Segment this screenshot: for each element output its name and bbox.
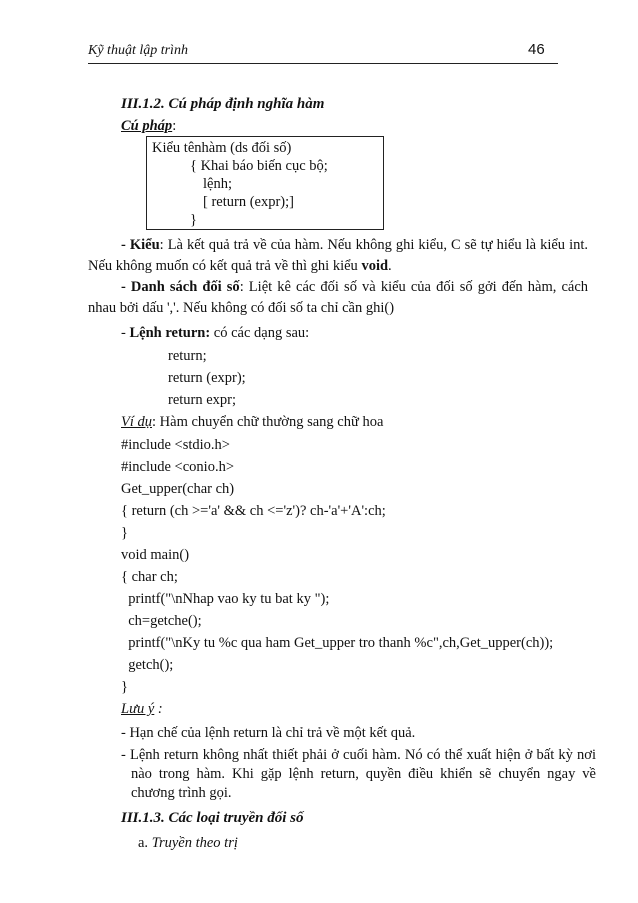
return-form-2: return (expr); — [168, 370, 246, 386]
syntax-line-5: } — [190, 212, 197, 228]
note-colon: : — [154, 701, 163, 717]
ds-paragraph — [88, 277, 588, 319]
subsection-prefix: a. — [138, 835, 152, 851]
syntax-line-2: { Khai báo biến cục bộ; — [190, 158, 328, 174]
running-header: Kỹ thuật lập trình — [88, 43, 188, 58]
code-line: Get_upper(char ch) — [121, 481, 235, 497]
note-label-line — [121, 700, 163, 718]
return-form-1: return; — [168, 348, 207, 364]
return-form-3: return expr; — [168, 392, 237, 408]
code-line: printf("\nKy tu %c qua ham Get_upper tro thanh %c",ch,Get_upper(ch)); — [121, 635, 554, 651]
section-heading-2: III.1.3. Các loại truyền đối số — [121, 810, 304, 826]
code-line: void main() — [121, 547, 190, 563]
section-heading: III.1.2. Cú pháp định nghĩa hàm — [121, 96, 325, 112]
page-number: 46 — [528, 41, 545, 58]
code-line: { char ch; — [121, 569, 178, 585]
code-line: printf("\nNhap vao ky tu bat ky "); — [121, 591, 330, 607]
code-line: #include <conio.h> — [121, 459, 234, 475]
return-dash: - — [121, 325, 130, 341]
code-line: getch(); — [121, 657, 174, 673]
syntax-label: Cú pháp — [121, 118, 173, 134]
example-text: : Hàm chuyển chữ thường sang chữ hoa — [152, 414, 384, 430]
syntax-line-4: [ return (expr);] — [203, 194, 294, 210]
return-lead: Lệnh return: — [129, 325, 211, 341]
code-line: } — [121, 525, 128, 541]
note-item-2: - Lệnh return không nhất thiết phải ở cuối hàm. Nó có thể xuất hiện ở bất kỳ nơi nào trong hàm. Khi gặp lệnh return, quyền điều khiển sẽ chuyển ngay về chương trình gọi. — [121, 747, 596, 801]
return-text: có các dạng sau: — [210, 325, 310, 341]
example-label: Ví dụ — [121, 414, 153, 430]
syntax-line-1: Kiểu tênhàm (ds đối số) — [152, 140, 292, 156]
syntax-label-line — [121, 117, 176, 135]
kieu-paragraph — [88, 235, 588, 277]
note-label: Lưu ý — [121, 701, 155, 717]
syntax-colon: : — [172, 118, 177, 134]
note-item-1: - Hạn chế của lệnh return là chỉ trả về một kết quả. — [121, 725, 416, 741]
ds-lead: - Danh sách đối số — [121, 279, 240, 295]
syntax-line-3: lệnh; — [203, 176, 232, 192]
subsection-title: Truyền theo trị — [151, 835, 238, 851]
code-line: } — [121, 679, 128, 695]
return-line — [121, 324, 309, 342]
code-line: { return (ch >='a' && ch <='z')? ch-'a'+'A':ch; — [121, 503, 386, 519]
code-line: #include <stdio.h> — [121, 437, 230, 453]
kieu-lead: - Kiểu — [121, 237, 160, 253]
ds-text: : Liệt kê các đối số và kiểu của đối số gởi đến hàm, cách nhau bởi dấu ','. Nếu không có đối số ta chỉ cần ghi() — [88, 279, 589, 316]
header-rule — [88, 63, 558, 64]
void-keyword: void — [361, 258, 389, 274]
example-line — [121, 413, 383, 431]
kieu-end: . — [388, 258, 392, 274]
subsection-heading — [138, 834, 238, 852]
code-line: ch=getche(); — [121, 613, 202, 629]
kieu-text: : Là kết quả trả về của hàm. Nếu không ghi kiểu, C sẽ tự hiểu là kiểu int. Nếu không muốn có kết quả trả về thì ghi kiểu — [88, 237, 588, 274]
